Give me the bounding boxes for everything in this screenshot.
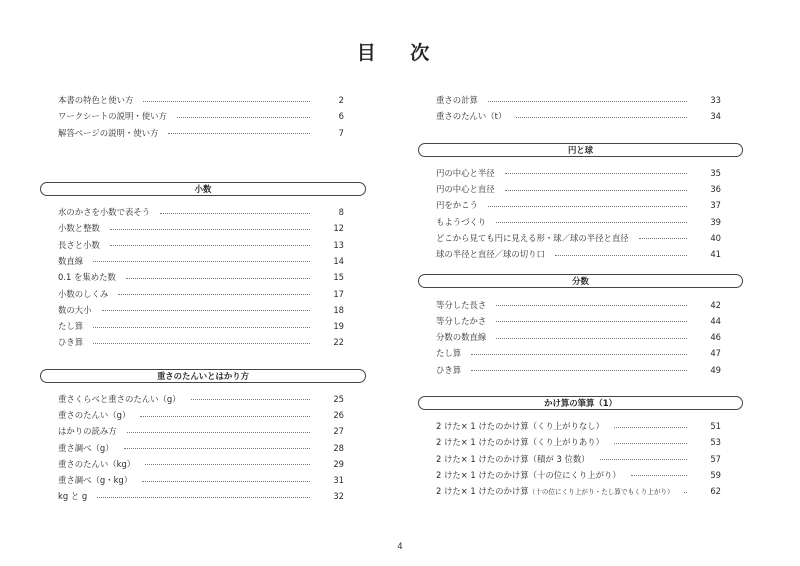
- dot-leader: [684, 492, 687, 493]
- toc-entry-page: 2: [338, 95, 344, 106]
- toc-entry[interactable]: [58, 92, 344, 108]
- toc-entry-label: 重さのたんい（kg）: [58, 458, 136, 469]
- toc-entry-page: 47: [710, 348, 721, 359]
- toc-entry-label: 重さ調べ（g）: [58, 442, 114, 453]
- toc-entry[interactable]: [58, 407, 344, 423]
- dot-leader: [124, 448, 310, 449]
- toc-entry[interactable]: [436, 181, 721, 197]
- toc-entry[interactable]: [436, 467, 721, 483]
- toc-entry[interactable]: [436, 92, 721, 108]
- section-heading-fractions: 分数: [418, 274, 743, 288]
- toc-entry[interactable]: [58, 391, 344, 407]
- dot-leader: [496, 338, 687, 339]
- toc-entry[interactable]: [58, 125, 344, 141]
- toc-left-column: [58, 92, 344, 505]
- toc-entry-label: 2 けた× 1 けたのかけ算（積が 3 位数）: [436, 453, 590, 464]
- toc-entry-page: 32: [333, 491, 344, 502]
- toc-entry-label: [436, 485, 674, 497]
- section-heading-multiplication: かけ算の筆算（1）: [418, 396, 743, 410]
- toc-entry[interactable]: [58, 456, 344, 472]
- toc-entry[interactable]: [58, 108, 344, 124]
- toc-entry-page: 22: [333, 337, 344, 348]
- dot-leader: [600, 459, 687, 460]
- toc-entry[interactable]: [436, 313, 721, 329]
- dot-leader: [614, 443, 687, 444]
- toc-entry-label: 水のかさを小数で表そう: [58, 207, 151, 218]
- toc-entry[interactable]: [436, 197, 721, 213]
- toc-entry-label: 重さの計算: [436, 95, 478, 106]
- toc-entry-label: ワークシートの説明・使い方: [58, 111, 167, 122]
- toc-entry[interactable]: [58, 285, 344, 301]
- toc-entry-page: 8: [338, 207, 344, 218]
- toc-entry-label: 重さのたんい（t）: [436, 111, 507, 122]
- toc-entry-page: 57: [710, 453, 721, 464]
- toc-entry-label: はかりの読み方: [58, 426, 117, 437]
- toc-entry[interactable]: [436, 165, 721, 181]
- toc-entry[interactable]: [58, 318, 344, 334]
- page-title: 目 次: [356, 42, 444, 64]
- toc-entry-label: 2 けた× 1 けたのかけ算（十の位にくり上がり）: [436, 469, 621, 480]
- section-heading-circles: 円と球: [418, 143, 743, 157]
- dot-leader: [145, 464, 310, 465]
- toc-entry-label: ひき算: [436, 364, 462, 375]
- toc-entry-label: 分数の数直線: [436, 332, 487, 343]
- toc-entry[interactable]: [58, 334, 344, 350]
- dot-leader: [614, 427, 687, 428]
- dot-leader: [639, 238, 687, 239]
- toc-entry-label: たし算: [436, 348, 462, 359]
- dot-leader: [496, 305, 687, 306]
- toc-entry[interactable]: [58, 236, 344, 252]
- dot-leader: [97, 497, 310, 498]
- toc-entry-page: 29: [333, 458, 344, 469]
- toc-entry[interactable]: [436, 418, 721, 434]
- dot-leader: [488, 206, 687, 207]
- dot-leader: [143, 101, 310, 102]
- toc-entry[interactable]: [58, 302, 344, 318]
- toc-entry-page: 15: [333, 272, 344, 283]
- toc-entry[interactable]: [58, 253, 344, 269]
- dot-leader: [93, 261, 310, 262]
- dot-leader: [505, 173, 687, 174]
- toc-entry[interactable]: [58, 488, 344, 504]
- toc-entry-label: 数の大小: [58, 304, 92, 315]
- toc-entry-page: 27: [333, 426, 344, 437]
- dot-leader: [168, 133, 310, 134]
- toc-entry-label: 0.1 を集めた数: [58, 272, 116, 283]
- toc-entry[interactable]: [436, 230, 721, 246]
- toc-entry-page: 46: [710, 332, 721, 343]
- dot-leader: [127, 432, 310, 433]
- toc-entry-page: 42: [710, 299, 721, 310]
- toc-entry-label: 小数のしくみ: [58, 288, 109, 299]
- toc-entry-page: 14: [333, 255, 344, 266]
- toc-entry-label: 球の半径と直径／球の切り口: [436, 249, 545, 260]
- toc-entry-page: 44: [710, 315, 721, 326]
- toc-entry-label-note: （十の位にくり上がり・たし算でもくり上がり）: [528, 488, 674, 497]
- toc-entry-label: 解答ページの説明・使い方: [58, 127, 159, 138]
- toc-entry[interactable]: [58, 220, 344, 236]
- toc-entry-label: 円をかこう: [436, 200, 478, 211]
- dot-leader: [142, 481, 310, 482]
- toc-entry-page: 49: [710, 364, 721, 375]
- dot-leader: [496, 222, 687, 223]
- toc-entry[interactable]: [436, 362, 721, 378]
- dot-leader: [110, 229, 310, 230]
- dot-leader: [93, 327, 310, 328]
- toc-entry[interactable]: [436, 434, 721, 450]
- toc-entry-label: 2 けた× 1 けたのかけ算（くり上がりなし）: [436, 421, 605, 431]
- section-heading-decimals: 小数: [40, 182, 366, 196]
- toc-entry-page: 37: [710, 200, 721, 211]
- toc-entry-label: 等分した長さ: [436, 299, 487, 310]
- dot-leader: [118, 294, 310, 295]
- toc-entry[interactable]: [58, 204, 344, 220]
- toc-entry-page: 25: [333, 393, 344, 404]
- toc-entry-label: 円の中心と直径: [436, 184, 495, 195]
- toc-entry[interactable]: [436, 108, 721, 124]
- dot-leader: [160, 213, 310, 214]
- dot-leader: [140, 416, 310, 417]
- toc-entry[interactable]: [436, 213, 721, 229]
- toc-entry[interactable]: [58, 269, 344, 285]
- dot-leader: [191, 399, 310, 400]
- dot-leader: [177, 117, 310, 118]
- dot-leader: [471, 370, 687, 371]
- dot-leader: [471, 354, 687, 355]
- toc-entry-page: 18: [333, 304, 344, 315]
- toc-entry-label: たし算: [58, 321, 84, 332]
- toc-entry-label: 重さのたんい（g）: [58, 410, 131, 420]
- toc-right-column: [436, 92, 721, 499]
- toc-entry-label: 長さと小数: [58, 239, 100, 250]
- page-number: 4: [397, 542, 403, 552]
- toc-entry-label: どこから見ても円に見える形・球／球の半径と直径: [436, 232, 629, 243]
- toc-entry-label: 2 けた× 1 けたのかけ算（くり上がりあり）: [436, 437, 605, 448]
- toc-entry-page: 53: [710, 437, 721, 448]
- toc-entry[interactable]: [436, 296, 721, 312]
- dot-leader: [516, 117, 687, 118]
- toc-entry-label: 本書の特色と使い方: [58, 95, 134, 106]
- toc-entry-page: 40: [710, 232, 721, 243]
- section-heading-weight: 重さのたんいとはかり方: [40, 369, 366, 383]
- toc-entry-label: もようづくり: [436, 216, 487, 227]
- toc-entry[interactable]: [58, 439, 344, 455]
- toc-entry[interactable]: [58, 472, 344, 488]
- dot-leader: [631, 475, 687, 476]
- toc-entry-page: 62: [710, 486, 721, 497]
- toc-entry[interactable]: [436, 483, 721, 499]
- toc-entry-page: 17: [333, 288, 344, 299]
- toc-entry-label: 小数と整数: [58, 223, 100, 234]
- toc-entry-page: 31: [333, 475, 344, 486]
- toc-entry[interactable]: [436, 450, 721, 466]
- dot-leader: [110, 245, 310, 246]
- toc-entry[interactable]: [436, 329, 721, 345]
- toc-entry-page: 33: [710, 95, 721, 106]
- toc-entry-page: 12: [333, 223, 344, 234]
- toc-entry-page: 39: [710, 216, 721, 227]
- dot-leader: [93, 343, 310, 344]
- toc-entry-page: 13: [333, 239, 344, 250]
- toc-entry-page: 6: [338, 111, 344, 122]
- toc-entry-label-main: 2 けた× 1 けたのかけ算: [436, 486, 529, 497]
- toc-entry-page: 7: [338, 127, 344, 138]
- toc-entry-page: 26: [333, 410, 344, 420]
- toc-entry-page: 51: [710, 421, 721, 431]
- dot-leader: [505, 190, 687, 191]
- toc-entry-page: 36: [710, 184, 721, 195]
- dot-leader: [102, 310, 311, 311]
- toc-entry-label: 重さくらべと重さのたんい（g）: [58, 393, 181, 404]
- toc-entry-label: 重さ調べ（g・kg）: [58, 475, 133, 486]
- toc-entry-page: 34: [710, 111, 721, 122]
- toc-entry-label: ひき算: [58, 337, 84, 348]
- toc-entry-page: 35: [710, 167, 721, 178]
- toc-entry-page: 28: [333, 442, 344, 453]
- toc-entry-page: 41: [710, 249, 721, 260]
- toc-entry-label: 等分したかさ: [436, 315, 487, 326]
- toc-entry-page: 19: [333, 321, 344, 332]
- dot-leader: [496, 321, 687, 322]
- dot-leader: [555, 255, 687, 256]
- dot-leader: [126, 278, 310, 279]
- dot-leader: [488, 101, 687, 102]
- toc-entry[interactable]: [436, 345, 721, 361]
- toc-entry[interactable]: [436, 246, 721, 262]
- toc-entry-page: 59: [710, 469, 721, 480]
- toc-entry-label: kg と g: [58, 491, 88, 502]
- toc-entry[interactable]: [58, 423, 344, 439]
- toc-entry-label: 円の中心と半径: [436, 167, 495, 178]
- toc-entry-label: 数直線: [58, 255, 84, 266]
